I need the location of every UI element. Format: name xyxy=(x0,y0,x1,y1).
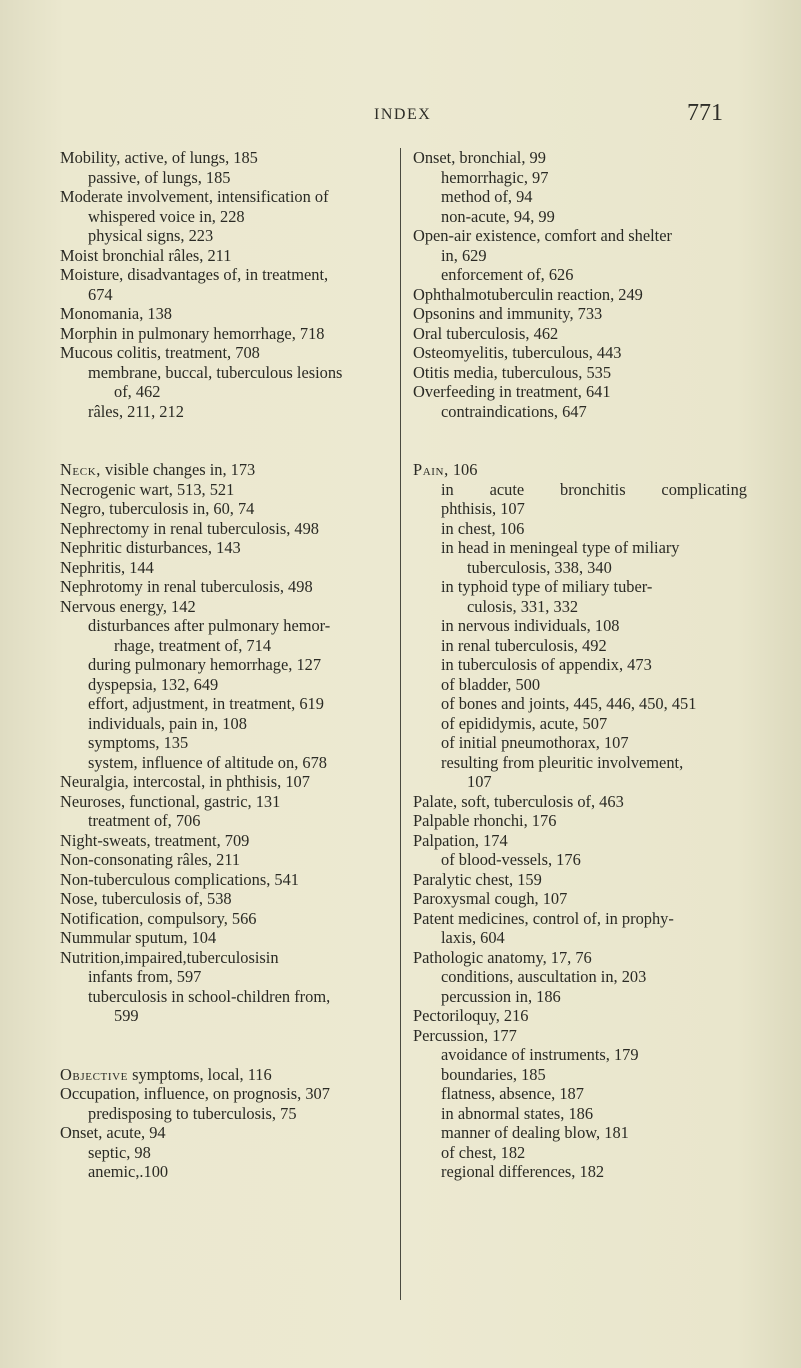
index-entry xyxy=(413,538,755,577)
index-entry xyxy=(413,1006,755,1026)
entry-line: Opsonins and immunity, 733 xyxy=(413,304,603,323)
entry-continuation: 107 xyxy=(467,772,492,791)
index-entry xyxy=(413,694,755,714)
entry-continuation: in, 629 xyxy=(441,245,487,265)
index-entry xyxy=(413,402,755,422)
entry-line: effort, adjustment, in treatment, 619 xyxy=(88,694,324,713)
entry-continuation: culosis, 331, 332 xyxy=(467,596,579,616)
entry-line: percussion in, 186 xyxy=(441,986,561,1006)
entry-line: in renal tuberculosis, 492 xyxy=(441,635,607,655)
entry-line: Pathologic anatomy, 17, 76 xyxy=(413,947,592,967)
index-entry xyxy=(60,1123,390,1143)
word: in xyxy=(265,947,279,967)
entry-line: membrane, buccal, tuberculous lesions xyxy=(88,362,343,382)
index-entry xyxy=(60,772,390,792)
entry-line: symptoms, 135 xyxy=(88,733,189,752)
entry-line: non-acute, 94, 99 xyxy=(441,206,555,226)
entry-continuation: of, 462 xyxy=(114,382,161,401)
index-entry xyxy=(413,1084,755,1104)
entry-text: visible changes in, 173 xyxy=(100,460,256,479)
page-number: 771 xyxy=(687,100,723,126)
entry-line: of blood-vessels, 176 xyxy=(441,850,581,869)
entry-line: boundaries, 185 xyxy=(441,1064,546,1084)
index-entry xyxy=(60,597,390,617)
word: bronchitis xyxy=(560,479,626,499)
entry-line: dyspepsia, 132, 649 xyxy=(88,674,219,694)
entry-continuation: whispered voice in, 228 xyxy=(88,206,245,226)
index-entry xyxy=(60,265,390,304)
index-entry xyxy=(413,1065,755,1085)
entry-line: hemorrhagic, 97 xyxy=(441,167,549,187)
entry-line: Palate, soft, tuberculosis of, 463 xyxy=(413,791,624,811)
index-entry xyxy=(60,792,390,812)
index-entry xyxy=(60,519,390,539)
index-entry xyxy=(60,753,390,773)
index-entry xyxy=(60,655,390,675)
index-entry xyxy=(413,850,755,870)
entry-line: of bladder, 500 xyxy=(441,674,541,694)
index-entry xyxy=(60,850,390,870)
entry-line: Moderate involvement, intensification of xyxy=(60,187,329,206)
entry-line: passive, of lungs, 185 xyxy=(88,167,231,187)
index-entry xyxy=(413,304,755,324)
entry-line: anemic,.100 xyxy=(88,1162,169,1181)
index-entry-objective xyxy=(60,1065,390,1085)
index-entry xyxy=(60,733,390,753)
index-block-n-cont xyxy=(60,967,390,1026)
entry-line: Moisture, disadvantages of, in treatment, xyxy=(60,265,329,284)
index-entry xyxy=(413,733,755,753)
index-entry xyxy=(60,148,390,168)
entry-text: 106 xyxy=(448,460,478,479)
index-entry xyxy=(413,870,755,890)
entry-line: Onset, bronchial, 99 xyxy=(413,148,546,167)
entry-line: Non-tuberculous complications, 541 xyxy=(60,869,299,889)
index-entry xyxy=(60,967,390,987)
index-block-o-cont xyxy=(413,148,755,421)
entry-line: Nephritic disturbances, 143 xyxy=(60,538,241,557)
entry-lead: Neck, xyxy=(60,460,101,479)
entry-line: infants from, 597 xyxy=(88,967,202,986)
entry-line: method of, 94 xyxy=(441,187,533,206)
entry-line: of bones and joints, 445, 446, 450, 451 xyxy=(441,694,697,713)
index-block-m xyxy=(60,148,390,421)
word: impaired, xyxy=(124,947,187,967)
entry-line: Osteomyelitis, tuberculous, 443 xyxy=(413,343,622,362)
index-block-p xyxy=(413,499,755,1182)
entry-line: Occupation, influence, on prognosis, 307 xyxy=(60,1084,330,1103)
entry-continuation: tuberculosis, 338, 340 xyxy=(467,557,612,577)
index-entry xyxy=(60,889,390,909)
entry-line: in nervous individuals, 108 xyxy=(441,616,620,635)
entry-line: physical signs, 223 xyxy=(88,226,214,245)
index-entry xyxy=(60,1162,390,1182)
index-entry xyxy=(413,382,755,402)
index-entry xyxy=(60,402,390,422)
entry-line: enforcement of, 626 xyxy=(441,265,574,284)
entry-continuation: rhage, treatment of, 714 xyxy=(114,635,272,655)
index-entry xyxy=(60,324,390,344)
index-entry xyxy=(413,148,755,168)
entry-line: Notification, compulsory, 566 xyxy=(60,908,257,928)
right-column xyxy=(400,148,755,1300)
entry-line: of initial pneumothorax, 107 xyxy=(441,733,629,752)
entry-line: phthisis, 107 xyxy=(441,499,525,518)
index-entry xyxy=(60,304,390,324)
entry-line: septic, 98 xyxy=(88,1142,151,1162)
entry-line: Mobility, active, of lungs, 185 xyxy=(60,148,258,167)
entry-line: in abnormal states, 186 xyxy=(441,1103,594,1123)
entry-line: Mucous colitis, treatment, 708 xyxy=(60,343,260,362)
entry-line: Ophthalmotuberculin reaction, 249 xyxy=(413,284,643,304)
index-entry xyxy=(60,343,390,363)
entry-line: during pulmonary hemorrhage, 127 xyxy=(88,655,322,674)
entry-lead: Pain, xyxy=(413,460,449,479)
entry-line: Neuralgia, intercostal, in phthisis, 107 xyxy=(60,772,310,791)
index-entry xyxy=(413,714,755,734)
entry-line: system, influence of altitude on, 678 xyxy=(88,752,327,772)
page-header xyxy=(0,100,801,130)
entry-text: symptoms, local, 116 xyxy=(127,1064,272,1084)
entry-line: Percussion, 177 xyxy=(413,1025,517,1045)
entry-line: Palpation, 174 xyxy=(413,830,508,850)
entry-line: Overfeeding in treatment, 641 xyxy=(413,382,611,401)
entry-line: Nummular sputum, 104 xyxy=(60,928,217,947)
index-entry xyxy=(60,1104,390,1124)
entry-line: contraindications, 647 xyxy=(441,401,587,421)
entry-line: Nervous energy, 142 xyxy=(60,596,196,616)
index-entry-nutrition xyxy=(60,948,390,968)
entry-line: flatness, absence, 187 xyxy=(441,1084,584,1103)
entry-line: avoidance of instruments, 179 xyxy=(441,1045,639,1064)
index-entry xyxy=(413,675,755,695)
index-block-n xyxy=(60,480,390,948)
index-entry xyxy=(413,285,755,305)
index-entry xyxy=(413,1123,755,1143)
entry-line: râles, 211, 212 xyxy=(88,401,184,421)
entry-line: Paralytic chest, 159 xyxy=(413,869,542,889)
index-entry xyxy=(413,168,755,188)
index-entry xyxy=(60,694,390,714)
index-entry xyxy=(60,1084,390,1104)
index-entry xyxy=(60,246,390,266)
running-title: INDEX xyxy=(374,106,432,123)
word: Nutrition, xyxy=(60,947,125,967)
word: complicating xyxy=(661,479,747,499)
index-entry xyxy=(60,480,390,500)
index-entry xyxy=(60,226,390,246)
index-entry xyxy=(413,987,755,1007)
entry-line: of epididymis, acute, 507 xyxy=(441,713,608,733)
index-entry xyxy=(60,928,390,948)
entry-line: Negro, tuberculosis in, 60, 74 xyxy=(60,499,255,518)
entry-line: Morphin in pulmonary hemorrhage, 718 xyxy=(60,323,325,343)
index-entry xyxy=(413,753,755,792)
entry-line: Non-consonating râles, 211 xyxy=(60,850,241,869)
entry-line: Otitis media, tuberculous, 535 xyxy=(413,362,612,382)
index-entry xyxy=(60,831,390,851)
entry-continuation: laxis, 604 xyxy=(441,928,505,947)
index-entry xyxy=(413,499,755,519)
index-entry xyxy=(413,1026,755,1046)
entry-line: tuberculosis in school-children from, xyxy=(88,986,331,1006)
index-entry xyxy=(413,948,755,968)
index-entry xyxy=(413,265,755,285)
index-entry-pain xyxy=(413,460,755,480)
entry-line: treatment of, 706 xyxy=(88,811,201,830)
entry-line: Nephritis, 144 xyxy=(60,557,154,577)
entry-line: individuals, pain in, 108 xyxy=(88,713,247,733)
index-entry xyxy=(413,1143,755,1163)
left-column xyxy=(60,148,390,1182)
entry-lead: Objective xyxy=(60,1064,128,1084)
word: acute xyxy=(489,479,525,499)
index-entry xyxy=(60,616,390,655)
entry-line: Neuroses, functional, gastric, 131 xyxy=(60,791,281,811)
entry-line: Nose, tuberculosis of, 538 xyxy=(60,889,232,908)
entry-line: Patent medicines, control of, in prophy- xyxy=(413,908,674,928)
entry-line: regional differences, 182 xyxy=(441,1162,605,1181)
entry-line: of chest, 182 xyxy=(441,1142,526,1162)
entry-line: manner of dealing blow, 181 xyxy=(441,1123,629,1142)
index-entry xyxy=(60,675,390,695)
entry-line: predisposing to tuberculosis, 75 xyxy=(88,1103,297,1123)
entry-line: Paroxysmal cough, 107 xyxy=(413,889,568,908)
index-entry xyxy=(413,909,755,948)
entry-line: Pectoriloquy, 216 xyxy=(413,1006,529,1025)
entry-line: Necrogenic wart, 513, 521 xyxy=(60,479,235,499)
entry-line: in tuberculosis of appendix, 473 xyxy=(441,655,652,674)
index-entry xyxy=(413,187,755,207)
index-block-o xyxy=(60,1084,390,1182)
entry-line: Monomania, 138 xyxy=(60,304,172,323)
entry-line: in head in meningeal type of miliary xyxy=(441,538,680,557)
index-entry xyxy=(413,831,755,851)
index-entry xyxy=(413,1104,755,1124)
entry-line: conditions, auscultation in, 203 xyxy=(441,967,647,986)
index-entry xyxy=(60,577,390,597)
index-entry xyxy=(60,870,390,890)
entry-continuation: 674 xyxy=(88,284,113,304)
index-entry xyxy=(60,499,390,519)
index-entry xyxy=(60,187,390,226)
index-entry xyxy=(413,324,755,344)
entry-line: in typhoid type of miliary tuber- xyxy=(441,577,653,596)
index-entry xyxy=(60,538,390,558)
entry-line: in chest, 106 xyxy=(441,518,525,538)
index-entry xyxy=(413,616,755,636)
word: in xyxy=(441,479,454,499)
entry-line: Nephrotomy in renal tuberculosis, 498 xyxy=(60,577,313,596)
index-entry xyxy=(60,811,390,831)
entry-line: disturbances after pulmonary hemor- xyxy=(88,616,331,635)
entry-line: Palpable rhonchi, 176 xyxy=(413,811,557,830)
entry-line: Oral tuberculosis, 462 xyxy=(413,323,559,343)
index-entry xyxy=(413,636,755,656)
index-entry xyxy=(60,1143,390,1163)
index-entry xyxy=(413,1162,755,1182)
index-entry xyxy=(413,226,755,265)
index-entry xyxy=(413,363,755,383)
index-entry xyxy=(60,558,390,578)
entry-line: Open-air existence, comfort and shelter xyxy=(413,226,672,245)
index-entry xyxy=(413,889,755,909)
index-entry-neck xyxy=(60,460,390,480)
index-entry xyxy=(60,714,390,734)
index-entry xyxy=(413,577,755,616)
entry-line: resulting from pleuritic involvement, xyxy=(441,752,684,772)
word: tuberculosis xyxy=(186,947,266,967)
index-entry xyxy=(60,363,390,402)
entry-line: Night-sweats, treatment, 709 xyxy=(60,830,250,850)
index-entry xyxy=(413,792,755,812)
index-entry xyxy=(413,655,755,675)
index-entry xyxy=(413,1045,755,1065)
index-entry xyxy=(413,519,755,539)
index-entry xyxy=(413,811,755,831)
index-entry-acute-bronchitis xyxy=(413,480,755,500)
entry-continuation: 599 xyxy=(114,1006,139,1025)
entry-line: Nephrectomy in renal tuberculosis, 498 xyxy=(60,518,319,538)
index-entry xyxy=(413,967,755,987)
index-entry xyxy=(60,987,390,1026)
index-entry xyxy=(60,168,390,188)
entry-line: Onset, acute, 94 xyxy=(60,1123,166,1142)
index-entry xyxy=(60,909,390,929)
index-entry xyxy=(413,207,755,227)
entry-line: Moist bronchial râles, 211 xyxy=(60,245,232,265)
index-entry xyxy=(413,343,755,363)
